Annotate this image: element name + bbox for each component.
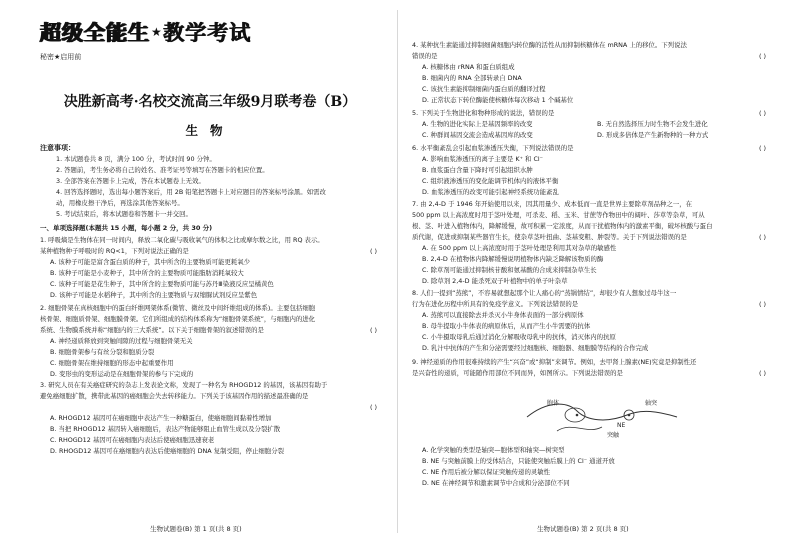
page-2: [397, 0, 794, 543]
synapse-diagram: [517, 391, 687, 443]
question-9-options: [412, 445, 774, 489]
question-stem: 错误的是: [412, 52, 438, 60]
question-stem: 质代谢，促进或抑制某些器官生长，使杂草茎叶扭曲、茎基变粗、肿裂等。关于下列说法错误的是: [412, 233, 687, 241]
option-a: A. 该种子可能是富含蛋白质的种子，其中所含的主要物质可能更耗氧少: [50, 258, 251, 266]
option-c: C. 细胞骨架在维持细胞的形态中起重要作用: [50, 359, 174, 367]
question-5: [412, 108, 774, 141]
question-6: [412, 143, 774, 198]
option-d: D. 除草剂 2,4-D 能杀死双子叶植物中的单子叶杂草: [422, 277, 568, 285]
diagram-label: 胞体: [547, 400, 560, 407]
paper-subject: 生物: [185, 123, 235, 138]
question-stem: 2. 细胞骨架在真核细胞中的蛋白纤维网架体系(微管、微丝及中间纤维组成的体系)。主要包括细胞: [40, 304, 316, 312]
option-d: D. 血浆渗透压的改变可能引起神经系统功能紊乱: [422, 188, 559, 196]
answer-bracket: ( ): [369, 247, 377, 255]
question-stem: 系统、生物膜系统并称“细胞内的三大系统”。以下关于细胞骨架的叙述错误的是: [40, 326, 264, 334]
option-d: D. RHOGD12 基因可在癌细胞内表达后使癌细胞的 DNA 复制受阻，停止细胞分裂: [50, 447, 284, 455]
option-row: [412, 119, 774, 130]
option-d: D. 形成多倍体是产生新物种的一种方式: [597, 131, 709, 139]
answer-bracket: ( ): [369, 326, 377, 334]
question-stem: 5. 下列关于生物进化和物种形成的说法，错误的是: [412, 109, 555, 117]
option-d: D. 变形虫的变形运动是在细胞骨架的参与下完成的: [50, 370, 194, 378]
option-c: C. NE 作用后被分解以保证突触传递的灵敏性: [422, 468, 551, 476]
question-8: [412, 288, 774, 354]
option-c: C. 该种子可能是花生种子，其中所含的主要物质可能与苏丹Ⅲ染液反应呈橘黄色: [50, 280, 274, 288]
notice-list: [56, 154, 376, 220]
option-c: C. 除草剂可能通过抑制核苷酸和氨基酸的合成来抑制杂草生长: [422, 266, 597, 274]
brand-sub: 教学考试: [162, 21, 251, 45]
diagram-label: 轴突: [645, 400, 658, 407]
answer-bracket: ( ): [758, 233, 766, 241]
answer-bracket: ( ): [758, 300, 766, 308]
option-b: B. 无自然选择压力时生物不会发生进化: [597, 120, 708, 128]
question-9: [412, 357, 774, 379]
option-c: C. 组织液渗透压的变化能调节机体内的液体平衡: [422, 177, 559, 185]
question-3: [40, 380, 385, 457]
question-stem: 7. 由 2,4-D 于 1946 年开始使用以来，因其用量少、成本低而一直是世界主要除草剂品种之一，在: [412, 200, 692, 208]
paper-title: 决胜新高考·名校交流高三年级9月联考卷（B）: [63, 94, 357, 110]
answer-bracket: ( ): [369, 403, 377, 411]
question-stem: 4. 某种抗生素能通过抑制细菌细胞内转位酶的活性从而抑制核糖体在 mRNA 上的移位。下列说法: [412, 41, 687, 49]
diagram-label: 突触: [607, 432, 620, 439]
answer-bracket: ( ): [758, 144, 766, 152]
question-stem: 某种植物种子呼吸时的 RQ<1，下列对说法正确的是: [40, 247, 189, 255]
question-stem: 6. 水平衡紊乱会引起血浆渗透压失衡，下列说法错误的是: [412, 144, 574, 152]
option-b: B. 该种子可能是小麦种子，其中所含的主要物质可能脂肪消耗氧较大: [50, 269, 244, 277]
secret-mark: 秘密★启用前: [40, 53, 82, 61]
question-stem: 根、茎、叶进入植物体内，降解缓慢，故可积累一定浓度，从而干扰植物体内的激素平衡，破坏核酸与蛋白: [412, 222, 713, 230]
option-a: A. 神经递质释放到突触间隙的过程与细胞骨架无关: [50, 337, 193, 345]
notice-item: 1. 本试题卷共 8 页，满分 100 分，考试时间 90 分钟。: [56, 155, 216, 163]
question-7: [412, 199, 774, 287]
diagram-label: NE: [617, 422, 626, 429]
vesicle-dot: [576, 414, 579, 417]
question-stem: 避免癌细胞扩散，携带此基因的癌细胞会失去转移能力。下列关于该基因作用的描述最准确的是: [40, 392, 309, 400]
question-stem: 500 ppm 以上高浓度时用于茎叶处理，可杀麦、稻、玉米、甘蔗等作物田中的阔叶、莎草等杂草，可从: [412, 211, 705, 219]
option-a: A. 蒸熊可以直接除去并杀灭小牛身体表面的一部分病原体: [422, 311, 584, 319]
option-b: B. NE 与突触前膜上的受体结合，只能使突触后膜上的 Cl⁻ 通道开放: [422, 457, 615, 465]
notice-item: 2. 答题前，考生务必将自己的姓名、准考证号等填写在答题卡的相应位置。: [56, 166, 269, 174]
notice-item: 5. 考试结束后，将本试题卷和答题卡一并交回。: [56, 210, 192, 218]
question-stem: 8. 人们一提到“蒸熊”，不容易就想起那个让人痛心的“蒸锅情结”，却很少有人想象过母牛这一: [412, 289, 677, 297]
notice-item: 4. 回答选择题时，选出每小题答案后，用 2B 铅笔把答题卡上对应题目的答案标号涂黑。如需改: [56, 188, 326, 196]
vesicle-dot: [628, 414, 631, 417]
answer-bracket: ( ): [758, 109, 766, 117]
section-heading: 一、单项选择题(本题共 15 小题，每小题 2 分，共 30 分): [40, 224, 213, 232]
question-stem: 核骨架、细胞质骨架、细胞膜骨架。它们所组成的结构体系称为“细胞骨架系统”，与细胞内的进化: [40, 315, 316, 323]
question-4: [412, 40, 774, 106]
option-b: B. 细菌内的 RNA 全部转录自 DNA: [422, 74, 522, 82]
option-b: B. 2,4-D 在植物体内降解缓慢说明植物体内缺乏降解该物质的酶: [422, 255, 604, 263]
option-b: B. 当把 RHOGD12 基因转入癌细胞后，表达产物能够阻止血管生成以及分裂扩散: [50, 425, 281, 433]
page-footer: 生物试题卷(B) 第 2 页(共 8 页): [537, 525, 629, 533]
option-d: D. 该种子可能是水稻种子，其中所含的主要物质与双缩脲试剂反应呈紫色: [50, 291, 258, 299]
notice-item: 动，用橡皮擦干净后，再选涂其他答案标号。: [56, 199, 184, 207]
notice-item: 3. 全部答案在答题卡上完成，答在本试题卷上无效。: [56, 177, 205, 185]
option-d: D. 正常状态下转位酶能使核糖体每次移动 1 个碱基位: [422, 96, 574, 104]
question-1: [40, 235, 385, 301]
option-a: A. 在 500 ppm 以上高浓度时用于茎叶处理是利用其对杂草的敏感性: [422, 244, 617, 252]
option-a: A. RHOGD12 基因可在癌细胞中表达产生一种糖蛋白，使癌细胞间黏着性增加: [50, 414, 272, 422]
brand-logo: [40, 18, 251, 46]
question-stem: 3. 研究人员在有关癌症研究的杂志上发表论文称，发现了一种名为 RHOGD12 的基因，该基因有助于: [40, 381, 328, 389]
option-a: A. 生物的进化实际上是基因频率的改变: [422, 120, 533, 128]
answer-bracket: ( ): [758, 52, 766, 60]
option-a: A. 核糖体由 rRNA 和蛋白质组成: [422, 63, 515, 71]
page-footer: 生物试题卷(B) 第 1 页(共 8 页): [150, 525, 242, 533]
answer-bracket: ( ): [758, 369, 766, 377]
option-a: A. 化学突触的类型是轴突—胞体型和轴突—树突型: [422, 446, 565, 454]
option-a: A. 影响血浆渗透压的离子主要是 K⁺ 和 Cl⁻: [422, 155, 544, 163]
question-stem: 是兴奋性的递质，可能随作用部位不同而异，如图所示。下列说法错误的是: [412, 369, 623, 377]
option-c: C. 种群间基因交流会造成基因库的改变: [422, 131, 533, 139]
star-icon: ★: [151, 25, 162, 39]
option-c: C. 小牛摄取母乳后通过消化分解吸收母乳中的抗体，消灭体内的抗原: [422, 333, 616, 341]
option-d: D. NE 在神经调节和激素调节中合成和分泌部位不同: [422, 479, 570, 487]
question-2: [40, 303, 385, 380]
question-stem: 1. 呼吸熵是生物体在同一时间内，释放二氧化碳与吸收氧气的体积之比或摩尔数之比，用 RQ 表示。: [40, 236, 324, 244]
option-b: B. 细胞骨架参与有丝分裂和胞质分裂: [50, 348, 155, 356]
brand-main: 超级全能生: [40, 21, 150, 45]
dendrite-path: [557, 427, 602, 431]
option-row: [412, 130, 774, 141]
option-b: B. 母牛提取小牛体表的病原体后，从而产生小牛需要的抗体: [422, 322, 591, 330]
question-stem: 行为在进化历程中所具有的免疫学意义。下列说法错误的是: [412, 300, 579, 308]
notice-heading: 注意事项：: [40, 144, 75, 152]
option-d: D. 乳汁中抗体的产生和分泌需要经过细胞核、细胞器、细胞膜等结构的合作完成: [422, 344, 649, 352]
option-b: B. 血浆蛋白含量下降时可引起组织水肿: [422, 166, 533, 174]
option-c: C. RHOGD12 基因可在癌细胞内表达后使癌细胞迅速衰老: [50, 436, 215, 444]
question-stem: 9. 神经递质的作用很难持续的产生“兴奋”或“抑制”来调节。例如，去甲肾上腺素(NE)究竟是抑制性还: [412, 358, 697, 366]
option-c: C. 该抗生素能抑制细菌内蛋白质的翻译过程: [422, 85, 546, 93]
